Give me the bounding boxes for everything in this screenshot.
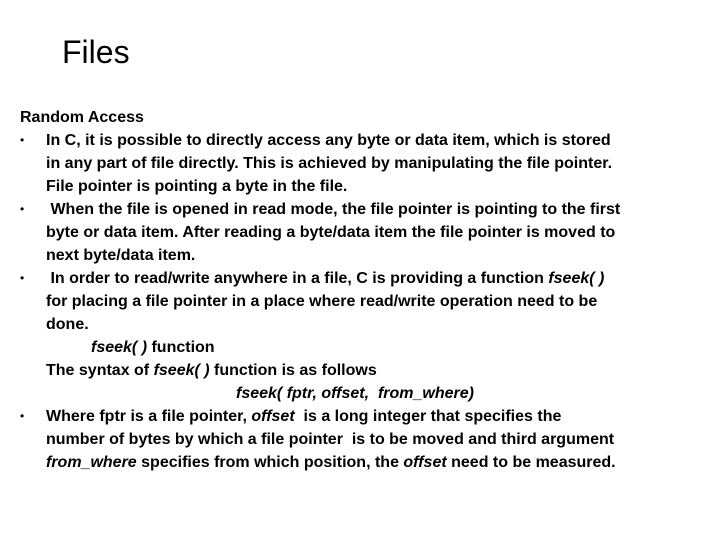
- function-label: fseek( ) function: [91, 339, 215, 356]
- bullet-item: [20, 198, 710, 267]
- bullet-text-line: File pointer is pointing a byte in the file.: [46, 178, 348, 195]
- bullet-text-line: from_where specifies from which position, the offset need to be measured.: [46, 454, 616, 471]
- slide-body: [20, 106, 710, 474]
- syntax-intro: The syntax of fseek( ) function is as follows: [46, 362, 377, 379]
- bullet-dot-icon: •: [20, 133, 25, 147]
- bullet-text-line: In order to read/write anywhere in a file, C is providing a function fseek( ): [46, 270, 605, 287]
- section-heading: Random Access: [20, 109, 144, 126]
- bullet-item: [20, 129, 710, 198]
- bullet-text-line: next byte/data item.: [46, 247, 196, 264]
- bullet-text-line: in any part of file directly. This is achieved by manipulating the file pointer.: [46, 155, 613, 172]
- bullet-text-line: When the file is opened in read mode, the file pointer is pointing to the first: [46, 201, 621, 218]
- function-name: fseek( ): [548, 270, 605, 287]
- bullet-item: [20, 267, 710, 405]
- bullet-text-line: for placing a file pointer in a place where read/write operation need to be: [46, 293, 598, 310]
- bullet-text-line: done.: [46, 316, 89, 333]
- bullet-item: [20, 405, 710, 474]
- bullet-text-line: In C, it is possible to directly access any byte or data item, which is stored: [46, 132, 611, 149]
- slide-title: Files: [62, 34, 130, 70]
- bullet-dot-icon: •: [20, 409, 25, 423]
- bullet-text-line: byte or data item. After reading a byte/data item the file pointer is moved to: [46, 224, 616, 241]
- bullet-text-line: Where fptr is a file pointer, offset is a long integer that specifies the: [46, 408, 562, 425]
- bullet-dot-icon: •: [20, 271, 25, 285]
- function-signature: fseek( fptr, offset, from_where): [236, 385, 474, 402]
- bullet-text-line: number of bytes by which a file pointer is to be moved and third argument: [46, 431, 615, 448]
- bullet-dot-icon: •: [20, 202, 25, 216]
